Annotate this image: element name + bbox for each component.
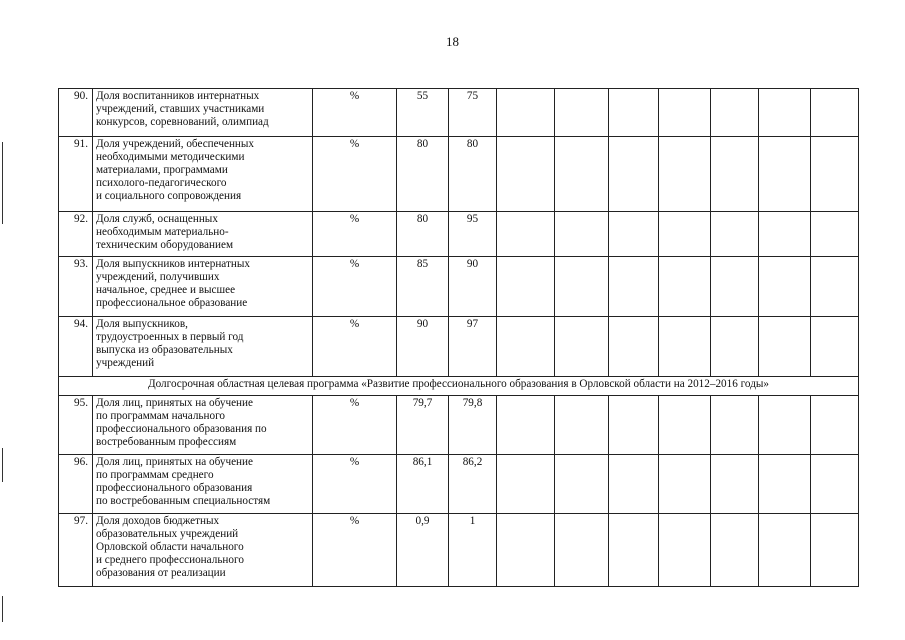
empty-cell [711,317,759,377]
indicator-name: Доля служб, оснащенных необходимым материально- техническим оборудованием [93,212,313,257]
unit-cell: % [313,257,397,317]
row-number: 96. [59,455,93,514]
table-row [59,257,859,317]
empty-cell [759,317,811,377]
empty-cell [811,212,859,257]
section-row [59,377,859,396]
indicator-name: Доля выпускников, трудоустроенных в первый год выпуска из образовательных учреждений [93,317,313,377]
empty-cell [811,137,859,212]
row-number: 95. [59,396,93,455]
empty-cell [659,317,711,377]
empty-cell [759,89,811,137]
empty-cell [555,396,609,455]
empty-cell [659,396,711,455]
empty-cell [759,514,811,587]
value-cell: 80 [397,212,449,257]
page-number: 18 [446,34,459,49]
indicators-table [58,88,859,587]
row-number: 92. [59,212,93,257]
section-title: Долгосрочная областная целевая программа «Развитие профессионального образования в Орловской области на 2012–2016 годы» [59,377,859,396]
empty-cell [497,455,555,514]
table-row [59,396,859,455]
empty-cell [555,257,609,317]
empty-cell [659,514,711,587]
empty-cell [759,137,811,212]
value-cell: 80 [397,137,449,212]
indicator-name: Доля выпускников интернатных учреждений, получивших начальное, среднее и высшее профессиональное образование [93,257,313,317]
empty-cell [555,137,609,212]
value-cell: 85 [397,257,449,317]
empty-cell [555,212,609,257]
value-cell: 95 [449,212,497,257]
value-cell: 97 [449,317,497,377]
empty-cell [609,396,659,455]
empty-cell [711,396,759,455]
empty-cell [609,514,659,587]
table-row [59,212,859,257]
empty-cell [497,137,555,212]
value-cell: 86,1 [397,455,449,514]
empty-cell [555,89,609,137]
unit-cell: % [313,89,397,137]
empty-cell [609,212,659,257]
unit-cell: % [313,317,397,377]
empty-cell [811,89,859,137]
unit-cell: % [313,137,397,212]
empty-cell [711,137,759,212]
unit-cell: % [313,396,397,455]
value-cell: 86,2 [449,455,497,514]
indicator-name: Доля лиц, принятых на обучение по программам начального профессионального образования по востребованным профессиям [93,396,313,455]
value-cell: 80 [449,137,497,212]
empty-cell [659,89,711,137]
empty-cell [759,396,811,455]
row-number: 91. [59,137,93,212]
row-number: 94. [59,317,93,377]
empty-cell [659,257,711,317]
empty-cell [711,212,759,257]
value-cell: 79,7 [397,396,449,455]
empty-cell [811,514,859,587]
margin-mark [2,596,3,622]
indicator-name: Доля доходов бюджетных образовательных учреждений Орловской области начального и среднего профессионального образования от реализации [93,514,313,587]
table-row [59,455,859,514]
empty-cell [497,212,555,257]
empty-cell [659,137,711,212]
value-cell: 90 [449,257,497,317]
indicator-name: Доля лиц, принятых на обучение по программам среднего профессионального образования по востребованным специальностям [93,455,313,514]
value-cell: 0,9 [397,514,449,587]
empty-cell [711,455,759,514]
value-cell: 75 [449,89,497,137]
empty-cell [609,455,659,514]
margin-mark [2,448,3,482]
indicator-name: Доля учреждений, обеспеченных необходимыми методическими материалами, программами психолого-педагогического и социального сопровождения [93,137,313,212]
row-number: 93. [59,257,93,317]
empty-cell [555,455,609,514]
empty-cell [609,317,659,377]
empty-cell [659,455,711,514]
empty-cell [555,514,609,587]
row-number: 97. [59,514,93,587]
empty-cell [609,89,659,137]
empty-cell [609,257,659,317]
table-row [59,137,859,212]
empty-cell [497,257,555,317]
empty-cell [609,137,659,212]
empty-cell [759,257,811,317]
empty-cell [555,317,609,377]
unit-cell: % [313,212,397,257]
empty-cell [711,89,759,137]
unit-cell: % [313,514,397,587]
empty-cell [497,514,555,587]
table-row [59,317,859,377]
unit-cell: % [313,455,397,514]
value-cell: 90 [397,317,449,377]
value-cell: 55 [397,89,449,137]
indicator-name: Доля воспитанников интернатных учреждений, ставших участниками конкурсов, соревнований, олимпиад [93,89,313,137]
empty-cell [811,257,859,317]
empty-cell [811,396,859,455]
empty-cell [497,89,555,137]
empty-cell [711,257,759,317]
empty-cell [759,455,811,514]
empty-cell [659,212,711,257]
margin-mark [2,142,3,224]
value-cell: 1 [449,514,497,587]
table-row [59,89,859,137]
empty-cell [759,212,811,257]
empty-cell [811,317,859,377]
row-number: 90. [59,89,93,137]
value-cell: 79,8 [449,396,497,455]
empty-cell [497,396,555,455]
empty-cell [711,514,759,587]
empty-cell [811,455,859,514]
empty-cell [497,317,555,377]
table-row [59,514,859,587]
